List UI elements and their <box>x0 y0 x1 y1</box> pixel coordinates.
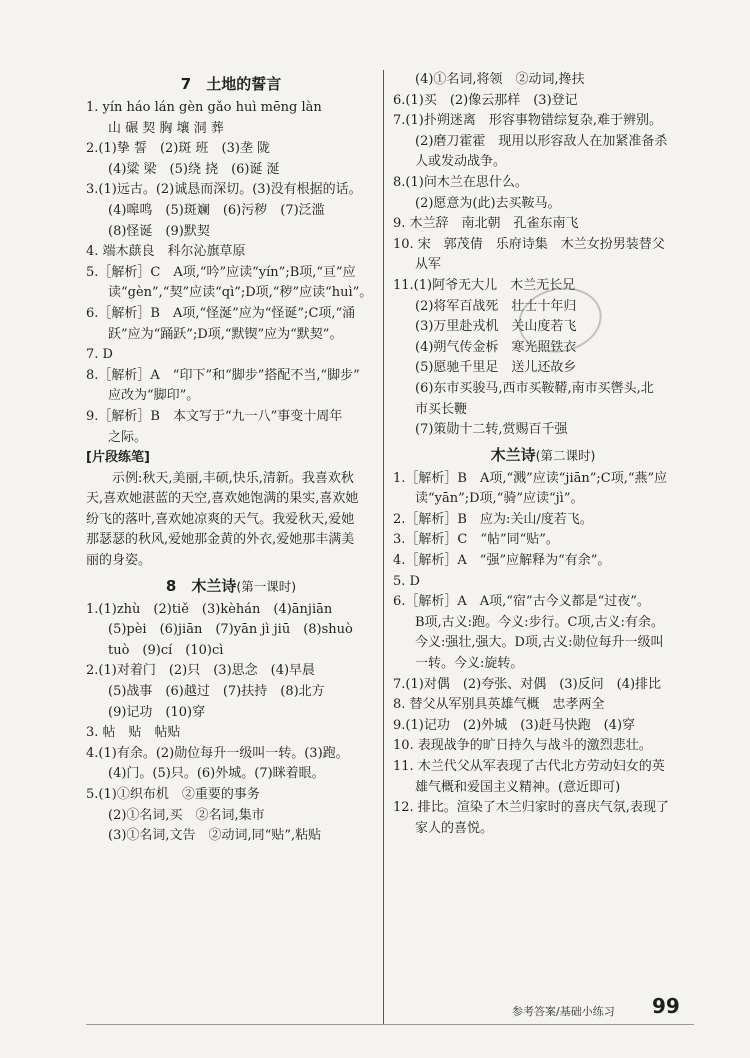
answer-line: 丽的身姿。 <box>86 553 152 569</box>
answer-line: 4.(1)有余。(2)勋位每升一级叫一转。(3)跑。 <box>86 745 349 761</box>
footer-rule <box>86 1024 694 1025</box>
answer-line: 6.(1)买 (2)像云那样 (3)登记 <box>393 92 578 108</box>
answer-line: 4.［解析］A “强”应解释为“有余”。 <box>393 553 611 569</box>
answer-line: 5.(1)①织布机 ②重要的事务 <box>86 787 260 802</box>
answer-line: 雄气概和爱国主义精神。(意近即可) <box>415 779 621 795</box>
answer-line: 一转。今义:旋转。 <box>415 656 524 672</box>
answer-line: 5.［解析］C A项,“吟”应读“yín”;B项,“亘”应 <box>86 264 356 280</box>
answer-line: 从军 <box>415 257 442 273</box>
answer-line: 12. 排比。渲染了木兰归家时的喜庆气氛,表现了 <box>393 800 669 816</box>
answer-line: 3.［解析］C “帖”同“贴”。 <box>393 532 559 548</box>
answer-line: (2)磨刀霍霍 现用以形容敌人在加紧准备杀 <box>415 133 668 149</box>
heading-title: 7 土地的誓言 <box>180 75 282 93</box>
answer-line: 11. 木兰代父从军表现了古代北方劳动妇女的英 <box>393 759 665 774</box>
answer-line: (5)战事 (6)越过 (7)扶持 (8)北方 <box>108 684 325 700</box>
page-number: 99 <box>652 994 680 1018</box>
answer-line: (4)朔气传金柝 寒光照铁衣 <box>415 339 577 355</box>
answer-line: 家人的喜悦。 <box>415 820 494 836</box>
answer-line: (9)记功 (10)穿 <box>108 704 206 720</box>
answer-line: 之际。 <box>108 429 148 445</box>
answer-line: 8. 替父从军别具英雄气概 忠孝两全 <box>393 697 605 713</box>
answer-line: (6)东市买骏马,西市买鞍鞯,南市买辔头,北 <box>415 380 654 396</box>
answer-line: 1.［解析］B A项,“溅”应读“jiān”;C项,“燕”应 <box>393 470 668 486</box>
answer-line: (7)策勋十二转,赏赐百千强 <box>415 422 568 438</box>
answer-line: 2.(1)挚 誓 (2)斑 班 (3)垄 陇 <box>86 141 271 157</box>
answer-line: 4. 端木蕻良 科尔沁旗草原 <box>86 244 246 260</box>
answer-line: 读“gèn”,“契”应读“qì”;D项,“秽”应读“huì”。 <box>108 285 373 301</box>
answer-line: 10. 宋 郭茂倩 乐府诗集 木兰女扮男装替父 <box>393 236 665 252</box>
answer-line: 1.(1)zhù (2)tiě (3)kèhán (4)ānjiān <box>86 601 333 617</box>
answer-line: (2)愿意为(此)去买鞍马。 <box>415 195 561 211</box>
heading-title: 木兰诗 <box>490 445 536 464</box>
right-column <box>393 70 693 839</box>
answer-line: (2)①名词,买 ②名词,集市 <box>108 807 265 823</box>
answer-line: (3)①名词,文告 ②动词,同“贴”,粘贴 <box>108 828 322 844</box>
answer-line: 9.(1)记功 (2)外城 (3)赶马快跑 (4)穿 <box>393 717 636 733</box>
answer-line: 应改为“脚印”。 <box>108 388 200 404</box>
section-heading <box>86 70 376 98</box>
answer-line: 9.［解析］B 本文写于“九一八”事变十周年 <box>86 408 343 424</box>
heading-subtitle: (第二课时) <box>535 447 596 463</box>
answer-line: 今义:强壮,强大。D项,古义:勋位每升一级叫 <box>415 635 664 651</box>
footer-label: 参考答案/基础小练习 <box>512 1005 615 1018</box>
answer-line: (8)怪诞 (9)默契 <box>108 223 210 239</box>
answer-line: 7.(1)对偶 (2)夸张、对偶 (3)反问 (4)排比 <box>393 676 662 692</box>
section-heading <box>393 441 693 469</box>
answer-line: 人或发动战争。 <box>415 154 507 170</box>
answer-line: 示例:秋天,美丽,丰硕,快乐,清新。我喜欢秋 <box>112 470 354 486</box>
answer-line: 天,喜欢她湛蓝的天空,喜欢她饱满的果实,喜欢她 <box>86 491 359 507</box>
answer-line: (4)嗥鸣 (5)斑斓 (6)污秽 (7)泛滥 <box>108 202 325 218</box>
answer-line: 3. 帖 贴 帖贴 <box>86 725 181 741</box>
answer-line: 11.(1)阿爷无大儿 木兰无长兄 <box>393 277 576 293</box>
answer-line: (4)粱 梁 (5)绕 挠 (6)诞 涎 <box>108 161 280 177</box>
answer-line: (5)愿驰千里足 送儿还故乡 <box>415 360 577 376</box>
answer-line: (3)万里赴戎机 关山度若飞 <box>415 319 577 335</box>
answer-line: tuò (9)cí (10)cì <box>108 642 224 658</box>
answer-line: (4)门。(5)只。(6)外城。(7)眯着眼。 <box>108 766 325 782</box>
answer-line: (2)将军百战死 壮士十年归 <box>415 298 577 314</box>
heading-subtitle: (第一课时) <box>236 578 297 594</box>
answer-line: B项,古义:跑。今义:步行。C项,古义:有余。 <box>415 614 664 630</box>
left-column <box>86 70 376 847</box>
section-label: [片段练笔] <box>86 450 150 466</box>
answer-line: (4)①名词,将领 ②动词,搀扶 <box>415 72 585 87</box>
section-heading <box>86 572 376 600</box>
answer-line: 5. D <box>393 573 420 589</box>
answer-line: 读“yān”;D项,“骑”应读“jì”。 <box>415 491 584 507</box>
heading-title: 8 木兰诗 <box>165 576 237 595</box>
answer-line: 跃”应为“踊跃”;D项,“默锲”应为“默契”。 <box>108 326 343 342</box>
answer-line: 6.［解析］A A项,“宿”古今义都是“过夜”。 <box>393 594 650 610</box>
answer-line: 2.［解析］B 应为:关山/度若飞。 <box>393 511 593 527</box>
answer-line: 9. 木兰辞 南北朝 孔雀东南飞 <box>393 216 579 232</box>
answer-line: 7. D <box>86 347 113 363</box>
answer-line: 8.［解析］A “印下”和“脚步”搭配不当,“脚步” <box>86 367 360 383</box>
answer-line: 6.［解析］B A项,“怪涎”应为“怪诞”;C项,“涌 <box>86 305 356 321</box>
answer-line: 纷飞的落叶,喜欢她凉爽的天气。我爱秋天,爱她 <box>86 511 355 527</box>
answer-line: 那瑟瑟的秋风,爱她那金黄的外衣,爱她那丰满美 <box>86 532 355 548</box>
answer-line: 2.(1)对着门 (2)只 (3)思念 (4)早晨 <box>86 663 316 679</box>
answer-line: 3.(1)远古。(2)诚恳而深切。(3)没有根据的话。 <box>86 182 362 198</box>
answer-line: 7.(1)扑朔迷离 形容事物错综复杂,难于辨别。 <box>393 113 662 129</box>
answer-line: 1. yín háo lán gèn gǎo huì mēng làn <box>86 100 322 115</box>
answer-line: 8.(1)问木兰在思什么。 <box>393 174 528 190</box>
column-divider <box>383 70 384 1025</box>
answer-line: 10. 表现战争的旷日持久与战斗的激烈悲壮。 <box>393 738 652 754</box>
answer-line: 山 碾 契 胸 壤 洞 葬 <box>108 120 224 136</box>
answer-line: (5)pèi (6)jiān (7)yān jì jiū (8)shuò <box>108 622 353 638</box>
answer-line: 市买长鞭 <box>415 401 468 417</box>
